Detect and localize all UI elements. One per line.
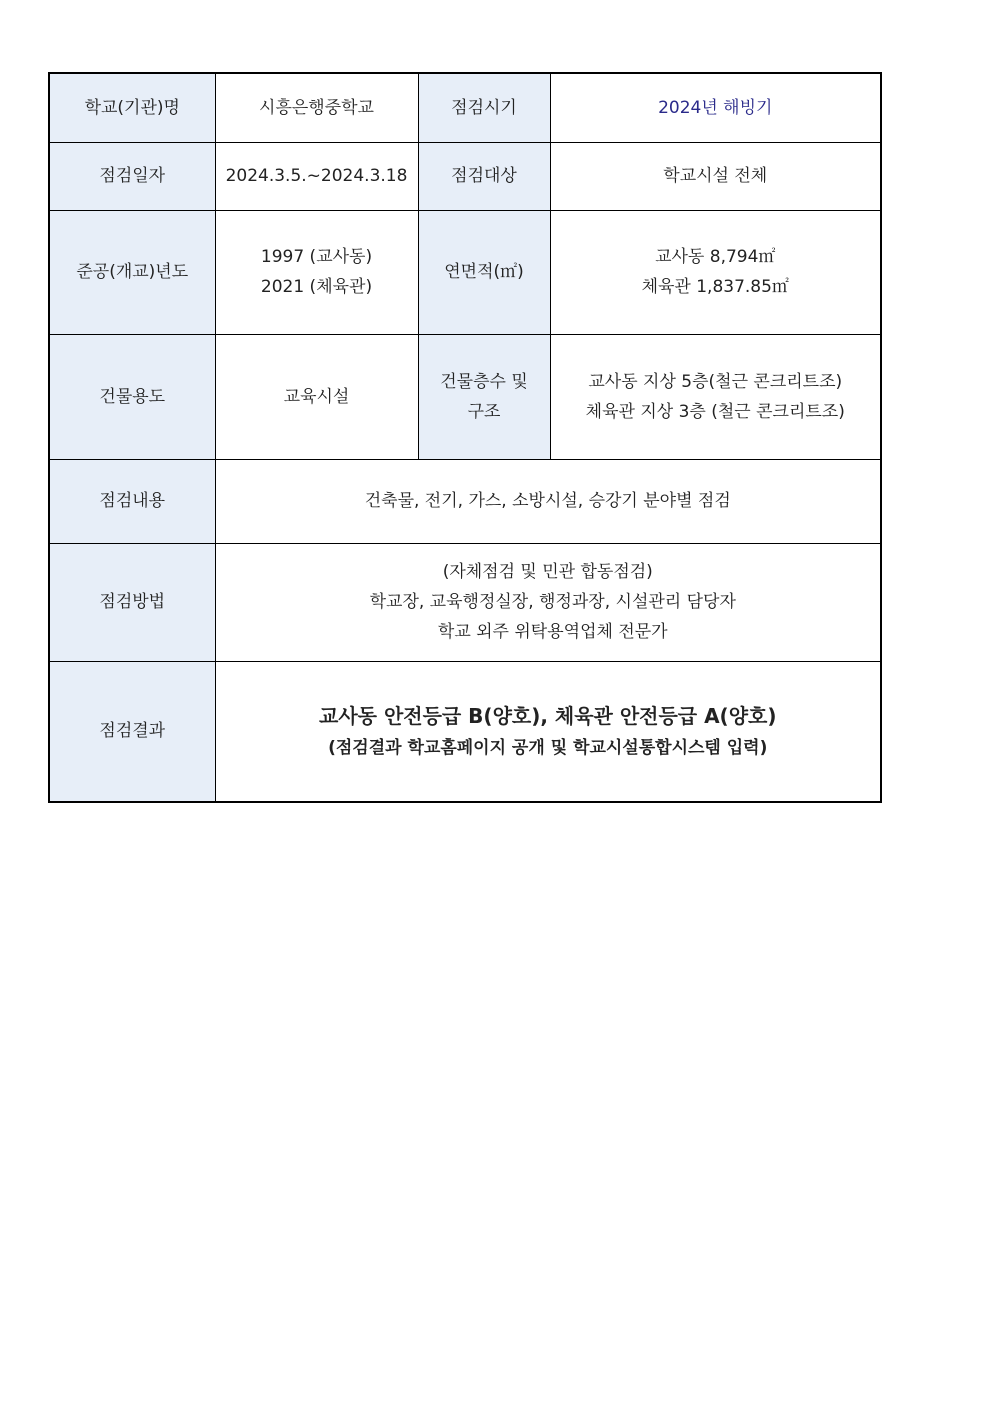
period-label: 점검시기 [418, 73, 550, 142]
content-label: 점검내용 [49, 459, 215, 543]
date-value: 2024.3.5.~2024.3.18 [215, 142, 418, 210]
method-line: 학교장, 교육행정실장, 행정과장, 시설관리 담당자 [369, 592, 736, 612]
floors-label-line: 건물층수 및 [440, 371, 528, 392]
table-row [49, 142, 881, 210]
target-value: 학교시설 전체 [550, 142, 881, 210]
area-line: 교사동 8,794㎡ [655, 247, 776, 267]
year-label: 준공(개교)년도 [49, 210, 215, 334]
floors-label-line: 구조 [467, 401, 501, 422]
result-value [215, 661, 881, 802]
table-row [49, 73, 881, 142]
table-row [49, 210, 881, 334]
method-value [215, 543, 881, 661]
area-line: 체육관 1,837.85㎡ [641, 277, 789, 297]
content-value: 건축물, 전기, 가스, 소방시설, 승강기 분야별 점검 [215, 459, 881, 543]
floors-line: 체육관 지상 3층 (철근 콘크리트조) [585, 401, 845, 422]
table-row [49, 661, 881, 802]
use-value: 교육시설 [215, 334, 418, 459]
year-line: 2021 (체육관) [260, 277, 373, 297]
result-sub-text: (점검결과 학교홈페이지 공개 및 학교시설통합시스템 입력) [328, 738, 768, 759]
table-row [49, 543, 881, 661]
table-row [49, 459, 881, 543]
floors-label [418, 334, 550, 459]
inspection-table [48, 72, 882, 803]
method-line: 학교 외주 위탁용역업체 전문가 [437, 622, 668, 642]
area-value [550, 210, 881, 334]
area-label: 연면적(㎡) [418, 210, 550, 334]
date-label: 점검일자 [49, 142, 215, 210]
floors-line: 교사동 지상 5층(철근 콘크리트조) [588, 371, 843, 392]
method-line: (자체점검 및 민관 합동점검) [442, 562, 653, 582]
year-value [215, 210, 418, 334]
school-name-label: 학교(기관)명 [49, 73, 215, 142]
result-label: 점검결과 [49, 661, 215, 802]
table-row [49, 334, 881, 459]
school-name-value: 시흥은행중학교 [215, 73, 418, 142]
year-line: 1997 (교사동) [260, 247, 373, 267]
target-label: 점검대상 [418, 142, 550, 210]
floors-value [550, 334, 881, 459]
method-label: 점검방법 [49, 543, 215, 661]
use-label: 건물용도 [49, 334, 215, 459]
period-value: 2024년 해빙기 [550, 73, 881, 142]
result-main-text: 교사동 안전등급 B(양호), 체육관 안전등급 A(양호) [319, 704, 777, 729]
